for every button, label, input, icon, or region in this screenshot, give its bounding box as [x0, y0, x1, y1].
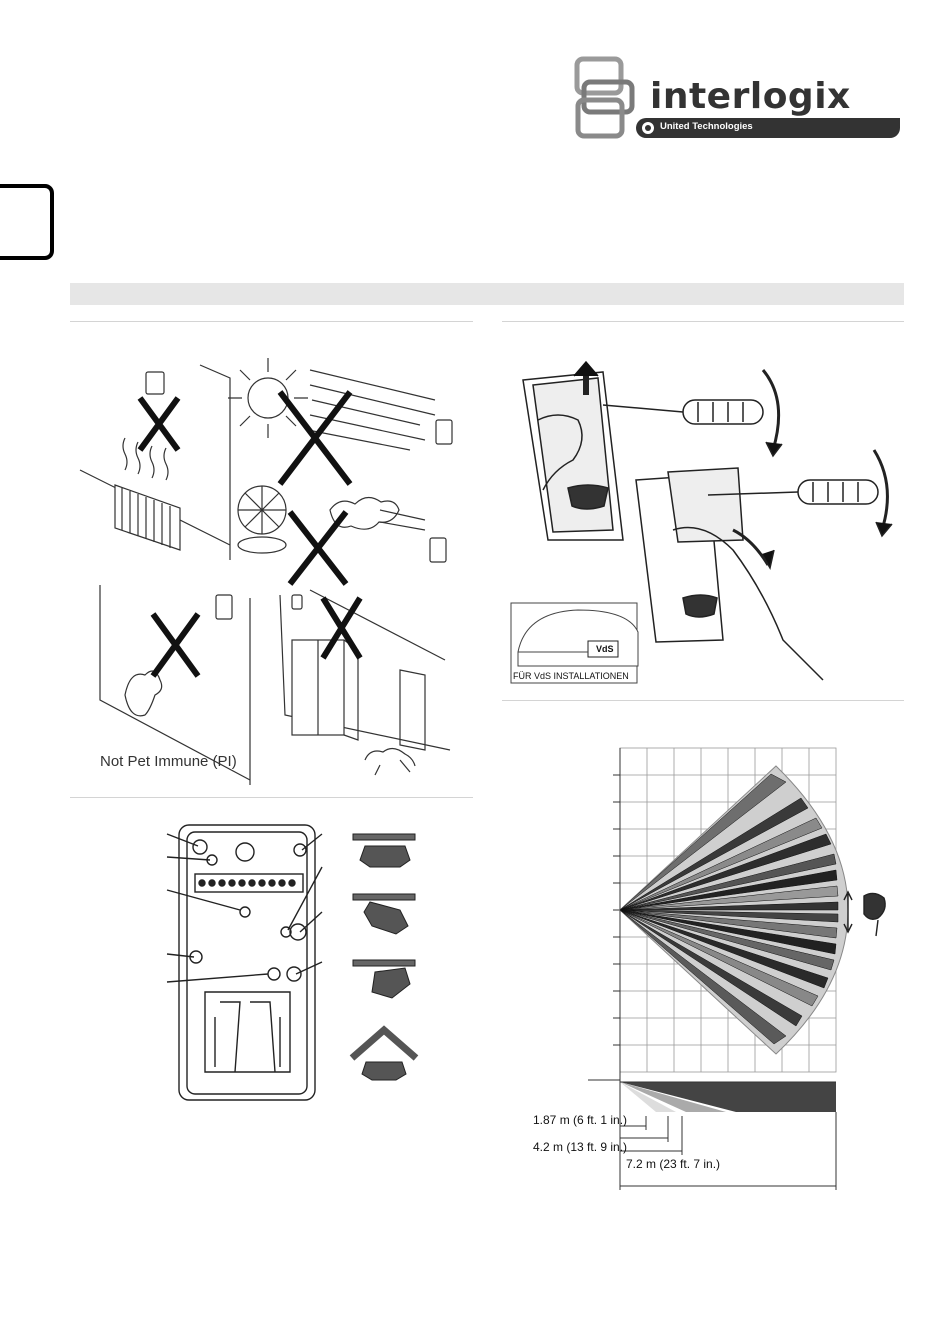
brand-name: interlogix: [650, 76, 851, 117]
mounting-position-icons: [352, 834, 416, 1080]
distance-label-3: 7.2 m (23 ft. 7 in.): [626, 1157, 721, 1171]
coverage-figure: [586, 746, 906, 1192]
rule-left-mid: [70, 797, 473, 798]
distance-label-2: 4.2 m (13 ft. 9 in.): [533, 1140, 628, 1154]
opening-figure: [508, 350, 908, 690]
section-band: [70, 283, 904, 305]
base-figure: [160, 822, 430, 1107]
tagline-globe-icon: [641, 121, 655, 135]
vds-caption: FÜR VdS INSTALLATIONEN: [513, 671, 629, 681]
placement-figure: [80, 340, 470, 790]
not-pet-immune-caption: Not Pet Immune (PI): [100, 753, 237, 770]
radiator-icon: [115, 485, 180, 550]
fan-icon: [238, 486, 286, 553]
sun-icon: [228, 358, 308, 438]
up-down-arrow-icon: [844, 892, 885, 936]
rule-left-top: [70, 321, 473, 322]
language-tab: [0, 184, 54, 260]
distance-label-1: 1.87 m (6 ft. 1 in.): [533, 1113, 628, 1127]
rule-right-mid: [502, 700, 904, 701]
rule-right-top: [502, 321, 904, 322]
interlogix-logo-icon: [574, 56, 640, 140]
screwdriver-icon: [603, 400, 763, 424]
vds-label: VdS: [596, 644, 614, 654]
brand-tagline: United Technologies: [660, 121, 753, 132]
detector-icon: [146, 372, 164, 394]
